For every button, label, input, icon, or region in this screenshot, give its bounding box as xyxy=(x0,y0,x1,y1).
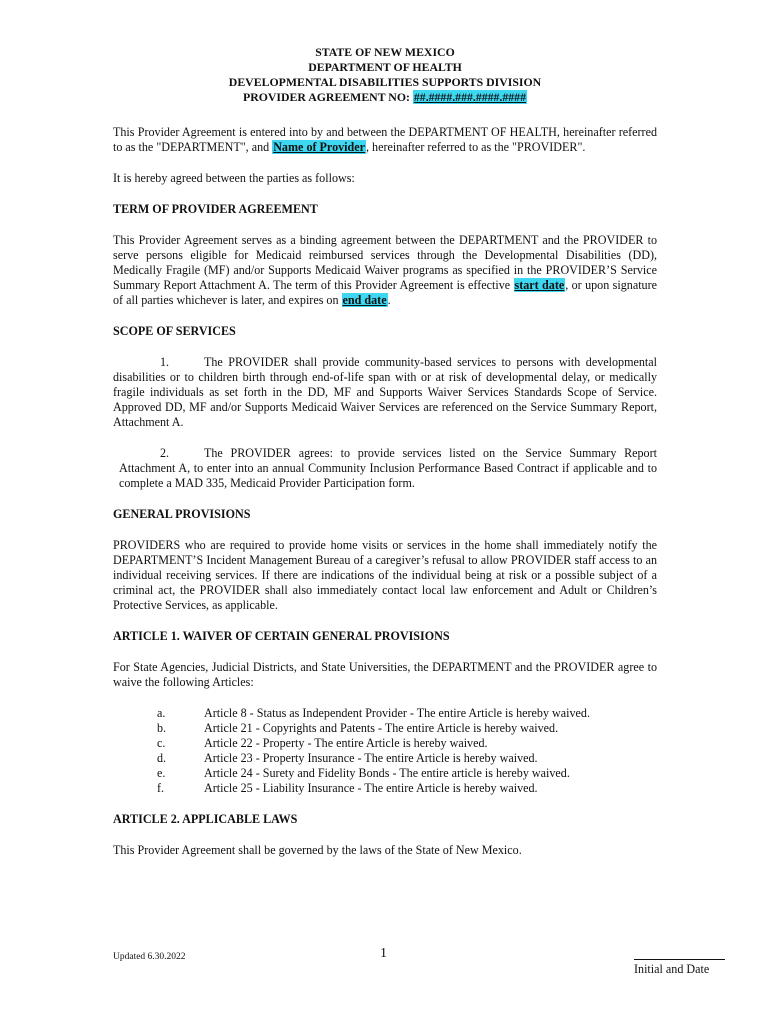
general-provisions-heading: GENERAL PROVISIONS xyxy=(113,507,251,521)
list-item-letter: a. xyxy=(157,706,166,720)
header-division: DEVELOPMENTAL DISABILITIES SUPPORTS DIVISION xyxy=(228,75,542,89)
list-item xyxy=(157,706,657,721)
agreement-number-label: PROVIDER AGREEMENT NO: xyxy=(243,90,413,104)
article-2-heading: ARTICLE 2. APPLICABLE LAWS xyxy=(113,812,298,826)
list-item xyxy=(157,721,657,736)
list-item-text: Article 8 - Status as Independent Provider - The entire Article is hereby waived. xyxy=(204,706,590,720)
intro-paragraph xyxy=(113,125,657,155)
header-agreement-line xyxy=(113,90,657,105)
intro-text-1: This Provider Agreement is entered into by and between the DEPARTMENT OF HEALTH, hereinafter referred to as the "DEPARTMENT", and xyxy=(113,125,657,154)
list-item-letter: c. xyxy=(157,736,166,750)
list-item xyxy=(157,736,657,751)
page-number: 1 xyxy=(380,946,387,961)
article-1-heading: ARTICLE 1. WAIVER OF CERTAIN GENERAL PROVISIONS xyxy=(113,629,450,643)
start-date-field[interactable]: start date xyxy=(514,278,565,292)
term-paragraph xyxy=(113,233,657,308)
scope-item-1 xyxy=(113,355,657,430)
agreement-number-field[interactable]: ##.####.###.####.#### xyxy=(413,90,526,104)
list-item-letter: e. xyxy=(157,766,166,780)
term-text-1: This Provider Agreement serves as a binding agreement between the DEPARTMENT and the PROVIDER to serve persons eligible for Medicaid reimbursed services through the Developmental Disabilities (DD), Medically Fragile (MF) and/or Supports Medicaid Waiver programs as specified in the PROVIDER’S Service Summary Report Attachment A. The term of this Provider Agreement is effective xyxy=(113,233,657,292)
term-text-2: , or upon signature of all parties whichever is later, and expires on xyxy=(113,278,657,307)
header-state: STATE OF NEW MEXICO xyxy=(315,45,455,59)
general-provisions-paragraph: PROVIDERS who are required to provide home visits or services in the home shall immediately notify the DEPARTMENT’S Incident Management Bureau of a caregiver’s refusal to allow PROVIDER staff access to an individual receiving services. If there are indications of the individual being at risk or a possible subject of a criminal act, the PROVIDER shall also immediately contact local law enforcement and Adult or Children’s Protective Services, as applicable. xyxy=(113,538,657,612)
initial-signature-line[interactable] xyxy=(634,959,725,960)
list-item-text: Article 21 - Copyrights and Patents - The entire Article is hereby waived. xyxy=(204,721,559,735)
document-header xyxy=(113,45,657,105)
list-item xyxy=(157,751,657,766)
list-item-letter: d. xyxy=(157,751,167,765)
list-item-letter: b. xyxy=(157,721,167,735)
provider-name-field[interactable]: Name of Provider xyxy=(273,140,365,154)
scope-heading: SCOPE OF SERVICES xyxy=(113,324,236,338)
list-item xyxy=(157,766,657,781)
list-item-text: Article 22 - Property - The entire Article is hereby waived. xyxy=(204,736,488,750)
term-heading: TERM OF PROVIDER AGREEMENT xyxy=(113,202,318,216)
initial-and-date-label: Initial and Date xyxy=(634,962,710,976)
scope-item-2-number: 2. xyxy=(160,446,170,460)
scope-item-2 xyxy=(119,446,657,491)
agreed-text: It is hereby agreed between the parties as follows: xyxy=(113,171,355,185)
document-body xyxy=(113,45,657,858)
list-item-letter: f. xyxy=(157,781,165,795)
end-date-field[interactable]: end date xyxy=(342,293,387,307)
list-item xyxy=(157,781,657,796)
list-item-text: Article 24 - Surety and Fidelity Bonds - The entire article is hereby waived. xyxy=(204,766,570,780)
scope-item-2-text: The PROVIDER agrees: to provide services listed on the Service Summary Report Attachment A, to enter into an annual Community Inclusion Performance Based Contract if applicable and to complete a MAD 335, Medicaid Provider Participation form. xyxy=(119,446,657,490)
article-1-paragraph: For State Agencies, Judicial Districts, and State Universities, the DEPARTMENT and the PROVIDER agree to waive the following Articles: xyxy=(113,660,657,689)
article-2-paragraph: This Provider Agreement shall be governed by the laws of the State of New Mexico. xyxy=(113,843,522,857)
updated-date: Updated 6.30.2022 xyxy=(113,952,186,962)
term-text-3: . xyxy=(387,293,391,307)
scope-item-1-text: The PROVIDER shall provide community-based services to persons with developmental disabilities or to children birth through end-of-life span with or at risk of developmental delay, or medically fragile individuals as set forth in the DD, MF and Supports Waiver Services Standards Scope of Service. Approved DD, MF and/or Supports Medicaid Waiver Services are referenced on the Service Summary Report, Attachment A. xyxy=(113,355,657,429)
intro-text-2: , hereinafter referred to as the "PROVIDER". xyxy=(366,140,586,154)
scope-item-1-number: 1. xyxy=(160,355,170,369)
waived-articles-list xyxy=(157,706,657,796)
list-item-text: Article 23 - Property Insurance - The entire Article is hereby waived. xyxy=(204,751,538,765)
header-department: DEPARTMENT OF HEALTH xyxy=(308,60,462,74)
list-item-text: Article 25 - Liability Insurance - The entire Article is hereby waived. xyxy=(204,781,538,795)
